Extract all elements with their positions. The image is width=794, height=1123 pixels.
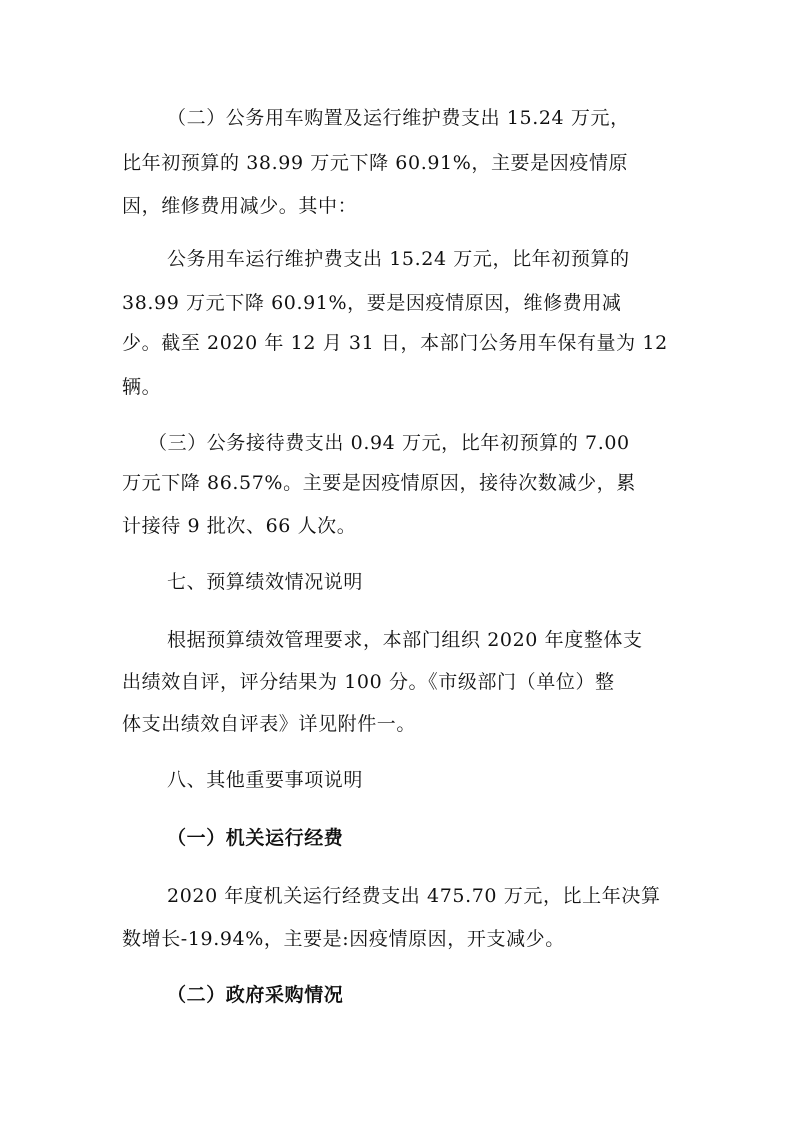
paragraph-vehicle-maintenance-line-1: 公务用车运行维护费支出 15.24 万元，比年初预算的 (167, 248, 630, 270)
paragraph-vehicle-purchase-line-1: （二）公务用车购置及运行维护费支出 15.24 万元， (167, 107, 630, 129)
section-8-heading: 八、其他重要事项说明 (167, 769, 364, 791)
section-7-heading: 七、预算绩效情况说明 (167, 571, 364, 593)
subsection-2-heading: （二）政府采购情况 (167, 984, 344, 1006)
subsection-1-heading: （一）机关运行经费 (167, 827, 344, 849)
paragraph-operating-cost-line-2: 数增长-19.94%，主要是:因疫情原因，开支减少。 (122, 928, 565, 950)
paragraph-vehicle-maintenance-line-4: 辆。 (122, 376, 162, 398)
paragraph-reception-line-1: （三）公务接待费支出 0.94 万元，比年初预算的 7.00 (148, 432, 630, 454)
paragraph-operating-cost-line-1: 2020 年度机关运行经费支出 475.70 万元，比上年决算 (167, 885, 661, 907)
paragraph-performance-line-3: 体支出绩效自评表》详见附件一。 (122, 713, 417, 735)
paragraph-reception-line-2: 万元下降 86.57%。主要是因疫情原因，接待次数减少，累 (122, 472, 636, 494)
paragraph-performance-line-2: 出绩效自评，评分结果为 100 分。《市级部门（单位）整 (122, 671, 615, 693)
paragraph-vehicle-purchase-line-3: 因，维修费用减少。其中： (122, 195, 358, 217)
paragraph-performance-line-1: 根据预算绩效管理要求，本部门组织 2020 年度整体支 (167, 629, 643, 651)
paragraph-vehicle-maintenance-line-2: 38.99 万元下降 60.91%，要是因疫情原因，维修费用减 (122, 292, 622, 314)
paragraph-vehicle-purchase-line-2: 比年初预算的 38.99 万元下降 60.91%，主要是因疫情原 (122, 152, 629, 174)
paragraph-reception-line-3: 计接待 9 批次、66 人次。 (122, 515, 357, 537)
paragraph-vehicle-maintenance-line-3: 少。截至 2020 年 12 月 31 日，本部门公务用车保有量为 12 (122, 332, 668, 354)
